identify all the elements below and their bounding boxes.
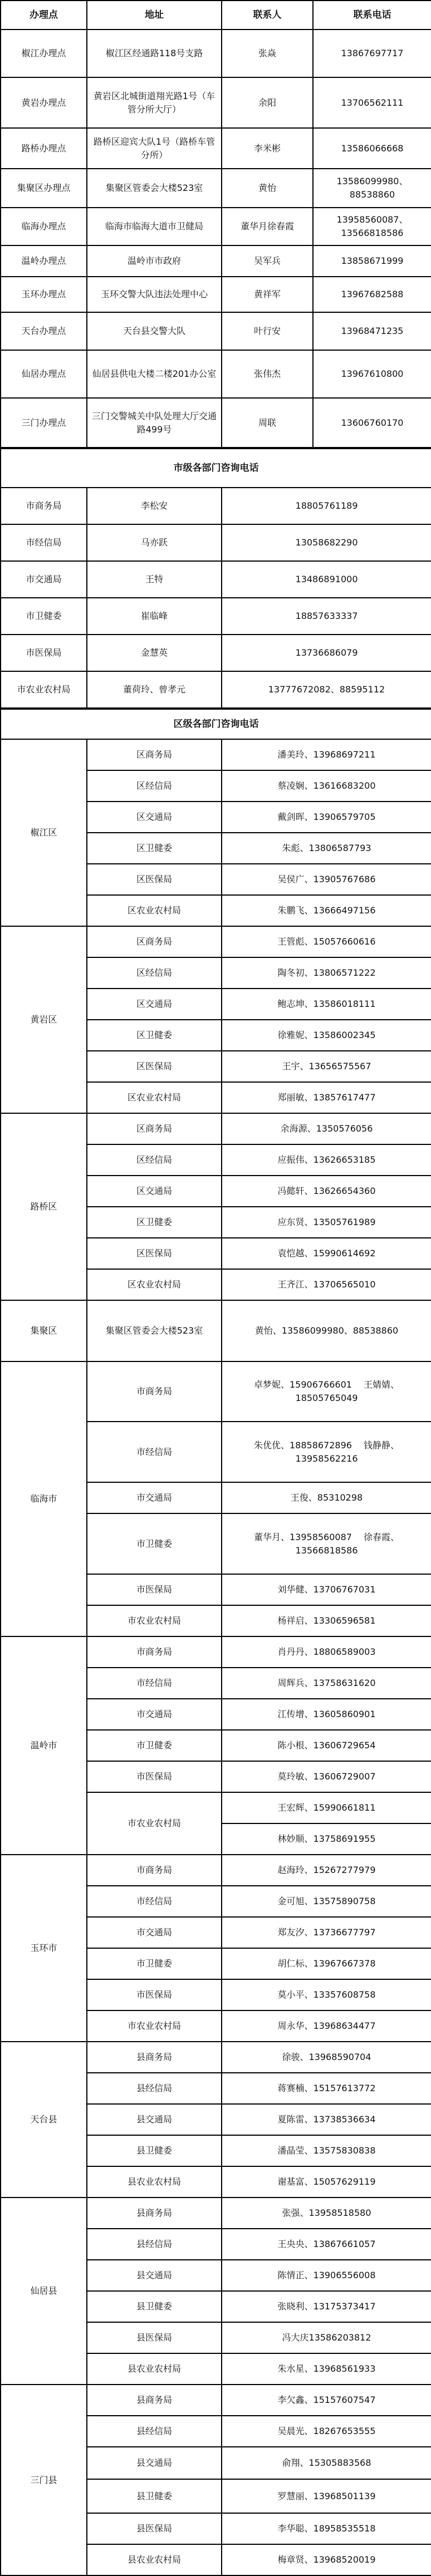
- district-dept-contact: 肖丹丹、18806589003: [222, 1636, 431, 1668]
- district-dept-name: 区医保局: [87, 1238, 222, 1269]
- point-name: 集聚区办理点: [1, 169, 87, 208]
- district-dept-name: 区农业农村局: [87, 1269, 222, 1300]
- point-phone: 13586099980、88538860: [313, 169, 431, 208]
- point-phone: 13606760170: [313, 398, 431, 448]
- city-dept-phone: 13736686079: [222, 635, 431, 671]
- point-contact: 余阳: [222, 77, 313, 128]
- district-dept-row: [1, 1855, 431, 1886]
- district-dept-contact: 蔡凌娴、13616683200: [222, 770, 431, 802]
- point-address: 天台县交警大队: [87, 312, 222, 350]
- point-contact: 张焱: [222, 30, 313, 77]
- district-dept-contact: 张强、13958518580: [222, 2198, 431, 2229]
- district-dept-contact: 陈小根、13606729654: [222, 1730, 431, 1761]
- district-dept-name: 区经信局: [87, 770, 222, 802]
- district-dept-row: [1, 1113, 431, 1144]
- point-row: [1, 277, 431, 312]
- point-contact: 张伟杰: [222, 350, 313, 398]
- district-dept-row: [1, 1636, 431, 1668]
- city-dept-row: [1, 561, 431, 598]
- district-dept-name: 市农业农村局: [87, 1605, 222, 1636]
- point-address: 集聚区管委会大楼523室: [87, 169, 222, 208]
- point-phone: 13586066668: [313, 128, 431, 169]
- district-dept-name: 区医保局: [87, 1051, 222, 1082]
- district-dept-name: 区交通局: [87, 802, 222, 833]
- district-dept-name: 区商务局: [87, 739, 222, 770]
- point-address: 玉环交警大队违法处理中心: [87, 277, 222, 312]
- district-table: [0, 709, 431, 2576]
- point-phone: 13967682588: [313, 277, 431, 312]
- district-name: 温岭市: [1, 1636, 87, 1855]
- district-dept-name: 市农业农村局: [87, 1792, 222, 1855]
- district-dept-row: [1, 2198, 431, 2229]
- district-dept-name: 区商务局: [87, 926, 222, 957]
- point-row: [1, 398, 431, 448]
- district-dept-contact: 袁恺越、15990614692: [222, 1238, 431, 1269]
- district-dept-contact: 朱鹏飞、13666497156: [222, 895, 431, 926]
- city-dept-phone: 13486891000: [222, 561, 431, 598]
- point-row: [1, 30, 431, 77]
- point-name: 天台办理点: [1, 312, 87, 350]
- district-dept-contact: 莫玲敏、13606729007: [222, 1761, 431, 1792]
- district-dept-contact: 罗慧丽、13968501139: [222, 2479, 431, 2513]
- district-dept-name: 市商务局: [87, 1361, 222, 1422]
- district-body: [1, 709, 431, 2575]
- point-row: [1, 208, 431, 245]
- district-dept-name: 市商务局: [87, 1636, 222, 1668]
- district-dept-contact: 胡仁标、13967667378: [222, 1948, 431, 1979]
- district-dept-name: 市农业农村局: [87, 2010, 222, 2042]
- district-dept-contact: 朱优优、18858672896 钱静静、13958562216: [222, 1422, 431, 1482]
- district-dept-contact: 黄怡、13586099980、88538860: [222, 1300, 431, 1361]
- point-contact: 吴军兵: [222, 245, 313, 277]
- district-dept-contact: 卓梦妮、15906766601 王婧婧、18505765049: [222, 1361, 431, 1422]
- city-dept-phone: 18857633337: [222, 598, 431, 635]
- district-dept-contact: 金可旭、13575890758: [222, 1886, 431, 1917]
- city-dept-contact: 王特: [87, 561, 222, 598]
- city-dept-contact: 崔临峰: [87, 598, 222, 635]
- district-dept-contact: 郑丽敏、13857617477: [222, 1082, 431, 1113]
- district-dept-name: 市经信局: [87, 1668, 222, 1699]
- district-name: 集聚区: [1, 1300, 87, 1361]
- header-phone: 联系电话: [313, 1, 431, 30]
- district-dept-name: 县经信局: [87, 2416, 222, 2447]
- point-name: 仙居办理点: [1, 350, 87, 398]
- district-dept-name: 区农业农村局: [87, 1082, 222, 1113]
- point-row: [1, 312, 431, 350]
- district-dept-name: 区经信局: [87, 957, 222, 989]
- city-dept-contact: 李松安: [87, 488, 222, 524]
- district-dept-name: 县商务局: [87, 2198, 222, 2229]
- point-contact: 董华月徐春霞: [222, 208, 313, 245]
- district-dept-contact: 潘美玲、13968697211: [222, 739, 431, 770]
- district-dept-name: 县商务局: [87, 2042, 222, 2073]
- points-table: [0, 0, 431, 448]
- city-body: [1, 449, 431, 708]
- district-dept-contact: 朱彪、13806587793: [222, 833, 431, 864]
- district-dept-name: 县商务局: [87, 2385, 222, 2416]
- district-dept-name: 市医保局: [87, 1979, 222, 2010]
- point-row: [1, 128, 431, 169]
- header-contact: 联系人: [222, 1, 313, 30]
- point-phone: 13706562111: [313, 77, 431, 128]
- district-dept-name: 区经信局: [87, 1144, 222, 1176]
- point-name: 路桥办理点: [1, 128, 87, 169]
- points-body: [1, 30, 431, 448]
- district-dept-name: 市医保局: [87, 1761, 222, 1792]
- district-dept-contact: 王管彪、15057660616: [222, 926, 431, 957]
- district-dept-name: 市交通局: [87, 1699, 222, 1730]
- district-name: 路桥区: [1, 1113, 87, 1300]
- point-phone: 13958560087、13566818586: [313, 208, 431, 245]
- district-dept-name: 区交通局: [87, 1176, 222, 1207]
- city-dept-row: [1, 635, 431, 671]
- point-contact: 叶行安: [222, 312, 313, 350]
- district-dept-contact: 俞翔、15305883568: [222, 2447, 431, 2479]
- district-dept-contact: 王齐江、13706565010: [222, 1269, 431, 1300]
- district-name: 椒江区: [1, 739, 87, 926]
- district-dept-contact: 鲍志坤、13586018111: [222, 989, 431, 1020]
- city-dept-row: [1, 488, 431, 524]
- district-dept-name: 区医保局: [87, 864, 222, 895]
- district-dept-contact: 周辉兵、13758631620: [222, 1668, 431, 1699]
- district-dept-contact: 戴剑晖、13906579705: [222, 802, 431, 833]
- district-dept-contact: 张晓利、13175373417: [222, 2291, 431, 2322]
- district-dept-contact: 夏陈雷、13738536634: [222, 2104, 431, 2135]
- point-row: [1, 350, 431, 398]
- city-dept-phone: 13058682290: [222, 524, 431, 561]
- district-dept-name: 县医保局: [87, 2322, 222, 2353]
- district-dept-contact: 徐骏、13968590704: [222, 2042, 431, 2073]
- point-name: 椒江办理点: [1, 30, 87, 77]
- city-dept-phone: 13777672082、88595112: [222, 671, 431, 708]
- district-name: 玉环市: [1, 1855, 87, 2042]
- district-dept-name: 区农业农村局: [87, 895, 222, 926]
- district-dept-name: 县农业农村局: [87, 2353, 222, 2385]
- city-dept-row: [1, 671, 431, 708]
- point-contact: 周联: [222, 398, 313, 448]
- district-dept-name: 县医保局: [87, 2513, 222, 2544]
- district-dept-name: 区卫健委: [87, 1020, 222, 1051]
- point-address: 临海市临海大道市卫健局: [87, 208, 222, 245]
- city-section-title-row: [1, 449, 431, 488]
- district-dept-contact: 吴侯广、13905767686: [222, 864, 431, 895]
- district-dept-row: [1, 739, 431, 770]
- point-contact: 黄祥军: [222, 277, 313, 312]
- point-phone: 13968471235: [313, 312, 431, 350]
- district-dept-name: 区卫健委: [87, 833, 222, 864]
- point-address: 温岭市市政府: [87, 245, 222, 277]
- district-dept-name: 县卫健委: [87, 2479, 222, 2513]
- district-dept-name: 县交通局: [87, 2447, 222, 2479]
- district-dept-contact: 林妙顺、13758691955: [222, 1823, 431, 1855]
- point-phone: 13858671999: [313, 245, 431, 277]
- district-dept-name: 市交通局: [87, 1482, 222, 1513]
- point-row: [1, 169, 431, 208]
- district-dept-name: 市卫健委: [87, 1948, 222, 1979]
- district-dept-row: [1, 926, 431, 957]
- point-name: 三门办理点: [1, 398, 87, 448]
- city-dept-name: 市经信局: [1, 524, 87, 561]
- district-dept-row: [1, 1300, 431, 1361]
- district-dept-name: 区卫健委: [87, 1207, 222, 1238]
- city-dept-contact: 董荷玲、曾孝元: [87, 671, 222, 708]
- district-dept-contact: 余海源、1350576056: [222, 1113, 431, 1144]
- city-table: [0, 448, 431, 709]
- district-dept-contact: 李欠鑫、15157607547: [222, 2385, 431, 2416]
- district-dept-contact: 周永华、13968634477: [222, 2010, 431, 2042]
- district-dept-name: 市卫健委: [87, 1513, 222, 1574]
- district-dept-contact: 江传增、13605860901: [222, 1699, 431, 1730]
- point-address: 路桥区迎宾大队1号（路桥车管分所）: [87, 128, 222, 169]
- district-dept-name: 县农业农村局: [87, 2544, 222, 2575]
- district-name: 仙居县: [1, 2198, 87, 2385]
- district-dept-row: [1, 2042, 431, 2073]
- point-name: 玉环办理点: [1, 277, 87, 312]
- district-dept-contact: 刘华健、13706767031: [222, 1574, 431, 1605]
- district-dept-name: 市卫健委: [87, 1730, 222, 1761]
- city-dept-contact: 金慧英: [87, 635, 222, 671]
- point-contact: 李米彬: [222, 128, 313, 169]
- district-dept-row: [1, 1361, 431, 1422]
- district-dept-name: 县交通局: [87, 2260, 222, 2291]
- district-dept-name: 区交通局: [87, 989, 222, 1020]
- district-dept-contact: 赵海玲、15267277979: [222, 1855, 431, 1886]
- point-row: [1, 245, 431, 277]
- point-name: 临海办理点: [1, 208, 87, 245]
- district-dept-contact: 王宇、13656575567: [222, 1051, 431, 1082]
- district-dept-name: 集聚区管委会大楼523室: [87, 1300, 222, 1361]
- city-section-title: 市级各部门咨询电话: [1, 449, 431, 488]
- point-address: 椒江区经通路118号支路: [87, 30, 222, 77]
- district-dept-name: 市医保局: [87, 1574, 222, 1605]
- district-dept-contact: 谢基富、15057629119: [222, 2166, 431, 2198]
- city-dept-contact: 马亦跃: [87, 524, 222, 561]
- point-name: 黄岩办理点: [1, 77, 87, 128]
- district-dept-contact: 莫小平、13357608758: [222, 1979, 431, 2010]
- city-dept-row: [1, 598, 431, 635]
- district-dept-name: 县经信局: [87, 2229, 222, 2260]
- point-phone: 13867697717: [313, 30, 431, 77]
- district-name: 天台县: [1, 2042, 87, 2198]
- district-dept-name: 市交通局: [87, 1917, 222, 1948]
- district-dept-contact: 王宏辉、15990661811: [222, 1792, 431, 1823]
- district-dept-name: 区商务局: [87, 1113, 222, 1144]
- district-section-title: 区级各部门咨询电话: [1, 709, 431, 739]
- points-header-row: [1, 1, 431, 30]
- district-section-title-row: [1, 709, 431, 739]
- district-dept-contact: 李华聪、18958535518: [222, 2513, 431, 2544]
- district-dept-contact: 应东贤、13505761989: [222, 1207, 431, 1238]
- point-name: 温岭办理点: [1, 245, 87, 277]
- district-dept-name: 市商务局: [87, 1855, 222, 1886]
- district-name: 黄岩区: [1, 926, 87, 1113]
- district-dept-contact: 冯大庆13586203812: [222, 2322, 431, 2353]
- point-contact: 黄怡: [222, 169, 313, 208]
- district-dept-contact: 董华月、13958560087 徐春霞、13566818586: [222, 1513, 431, 1574]
- district-name: 临海市: [1, 1361, 87, 1636]
- district-dept-contact: 应振伟、13626653185: [222, 1144, 431, 1176]
- district-dept-name: 县卫健委: [87, 2291, 222, 2322]
- district-dept-name: 县农业农村局: [87, 2166, 222, 2198]
- city-dept-row: [1, 524, 431, 561]
- district-dept-name: 县卫健委: [87, 2135, 222, 2166]
- district-dept-contact: 陈情正、13906556008: [222, 2260, 431, 2291]
- district-dept-name: 县经信局: [87, 2073, 222, 2104]
- district-dept-contact: 潘晶莹、13575830838: [222, 2135, 431, 2166]
- district-dept-contact: 朱水星、13968561933: [222, 2353, 431, 2385]
- district-dept-name: 县交通局: [87, 2104, 222, 2135]
- point-address: 仙居县供电大楼二楼201办公室: [87, 350, 222, 398]
- city-dept-phone: 18805761189: [222, 488, 431, 524]
- district-dept-contact: 吴晨光、18267653555: [222, 2416, 431, 2447]
- district-dept-contact: 杨祥启、13306596581: [222, 1605, 431, 1636]
- header-address: 地址: [87, 1, 222, 30]
- district-dept-contact: 王俊、85310298: [222, 1482, 431, 1513]
- point-phone: 13967610800: [313, 350, 431, 398]
- district-dept-contact: 冯懿轩、13626654360: [222, 1176, 431, 1207]
- district-dept-contact: 陶冬初、13806571222: [222, 957, 431, 989]
- city-dept-name: 市卫健委: [1, 598, 87, 635]
- point-address: 黄岩区北城街道翔光路1号（车管分所大厅）: [87, 77, 222, 128]
- district-dept-row: [1, 2385, 431, 2416]
- district-dept-name: 市经信局: [87, 1422, 222, 1482]
- district-dept-name: 市经信局: [87, 1886, 222, 1917]
- district-dept-contact: 梅章贤、13968520019: [222, 2544, 431, 2575]
- district-dept-contact: 徐雅妮、13586002345: [222, 1020, 431, 1051]
- header-point: 办理点: [1, 1, 87, 30]
- district-dept-contact: 王央央、13867661057: [222, 2229, 431, 2260]
- city-dept-name: 市医保局: [1, 635, 87, 671]
- district-dept-contact: 蒋赛楠、15157613772: [222, 2073, 431, 2104]
- district-dept-contact: 郑友汐、13736677797: [222, 1917, 431, 1948]
- city-dept-name: 市商务局: [1, 488, 87, 524]
- city-dept-name: 市交通局: [1, 561, 87, 598]
- city-dept-name: 市农业农村局: [1, 671, 87, 708]
- point-address: 三门交警城关中队处理大厅交通路499号: [87, 398, 222, 448]
- district-name: 三门县: [1, 2385, 87, 2575]
- point-row: [1, 77, 431, 128]
